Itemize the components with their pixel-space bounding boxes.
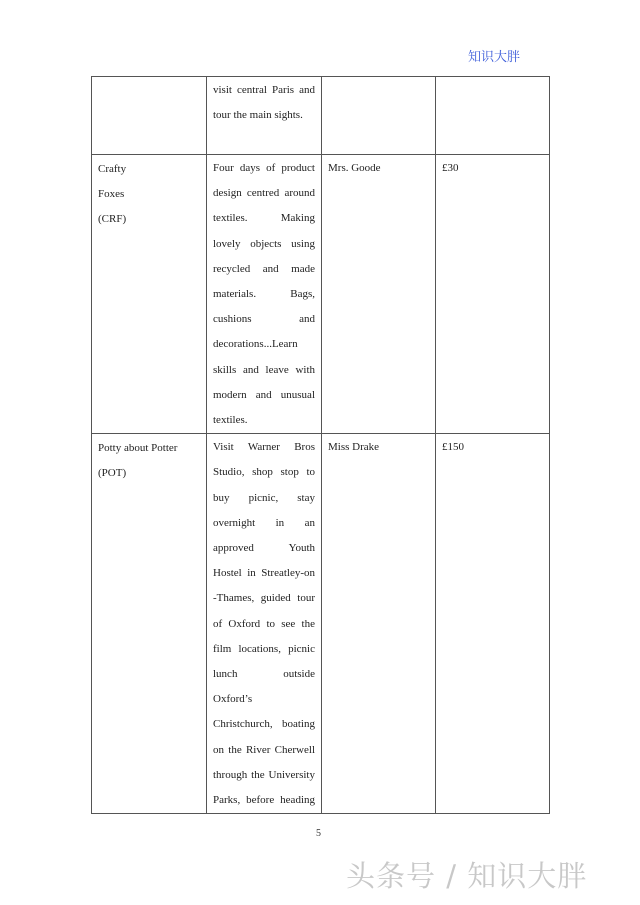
- description-line: lovely objects using: [213, 237, 315, 250]
- description-line: Studio, shop stop to: [213, 466, 315, 479]
- description-cell: [207, 77, 322, 155]
- watermark: 头条号 / 知识大胖: [346, 859, 588, 893]
- description-line: on the River Cherwell: [213, 743, 315, 756]
- table-row: [92, 434, 550, 814]
- activity-name-cell: [92, 77, 207, 155]
- description-line: lunch outside: [213, 668, 315, 681]
- description-line: approved Youth: [213, 542, 315, 555]
- description-line: buy picnic, stay: [213, 491, 315, 504]
- description-line: modern and unusual: [213, 388, 315, 401]
- description-line: -Thames, guided tour: [213, 592, 315, 605]
- activity-name-line: Potty about Potter: [98, 442, 178, 455]
- table-row: [92, 155, 550, 434]
- description-line: materials. Bags,: [213, 288, 315, 301]
- description-line: Four days of product: [213, 162, 315, 174]
- description-line: textiles. Making: [213, 212, 315, 225]
- leader-cell: Miss Drake: [322, 434, 436, 814]
- description-line: decorations...Learn: [213, 338, 298, 351]
- cost-cell: [436, 77, 550, 155]
- description-line: design centred around: [213, 187, 315, 200]
- activity-name-line: (CRF): [98, 213, 127, 226]
- description-line: of Oxford to see the: [213, 617, 315, 630]
- description-line: overnight in an: [213, 516, 315, 529]
- header-brand: 知识大胖: [468, 50, 521, 65]
- description-line: tour the main sights.: [213, 109, 303, 122]
- description-line: Oxford’s: [213, 693, 253, 706]
- table-row: [92, 77, 550, 155]
- activity-name-cell: [92, 434, 207, 814]
- description-line: film locations, picnic: [213, 642, 315, 655]
- activity-name-line: (POT): [98, 467, 127, 480]
- description-cell: [207, 155, 322, 434]
- leader-cell: Mrs. Goode: [322, 155, 436, 434]
- leader-cell: [322, 77, 436, 155]
- description-line: recycled and made: [213, 262, 315, 275]
- description-line: Christchurch, boating: [213, 718, 315, 731]
- description-cell: [207, 434, 322, 814]
- description-line: textiles.: [213, 414, 248, 427]
- description-line: through the University: [213, 768, 315, 781]
- description-line: Hostel in Streatley-on: [213, 567, 315, 580]
- cost-cell: £150: [436, 434, 550, 814]
- page-number: 5: [316, 828, 321, 839]
- description-line: Parks, before heading: [213, 794, 315, 807]
- activity-name-cell: [92, 155, 207, 434]
- description-line: skills and leave with: [213, 363, 315, 376]
- description-line: visit central Paris and: [213, 84, 315, 96]
- cost-cell: £30: [436, 155, 550, 434]
- description-line: Visit Warner Bros: [213, 441, 315, 454]
- activity-name-line: Foxes: [98, 188, 125, 201]
- activities-table: [91, 76, 550, 814]
- activity-name-line: Crafty: [98, 163, 127, 175]
- description-line: cushions and: [213, 313, 315, 326]
